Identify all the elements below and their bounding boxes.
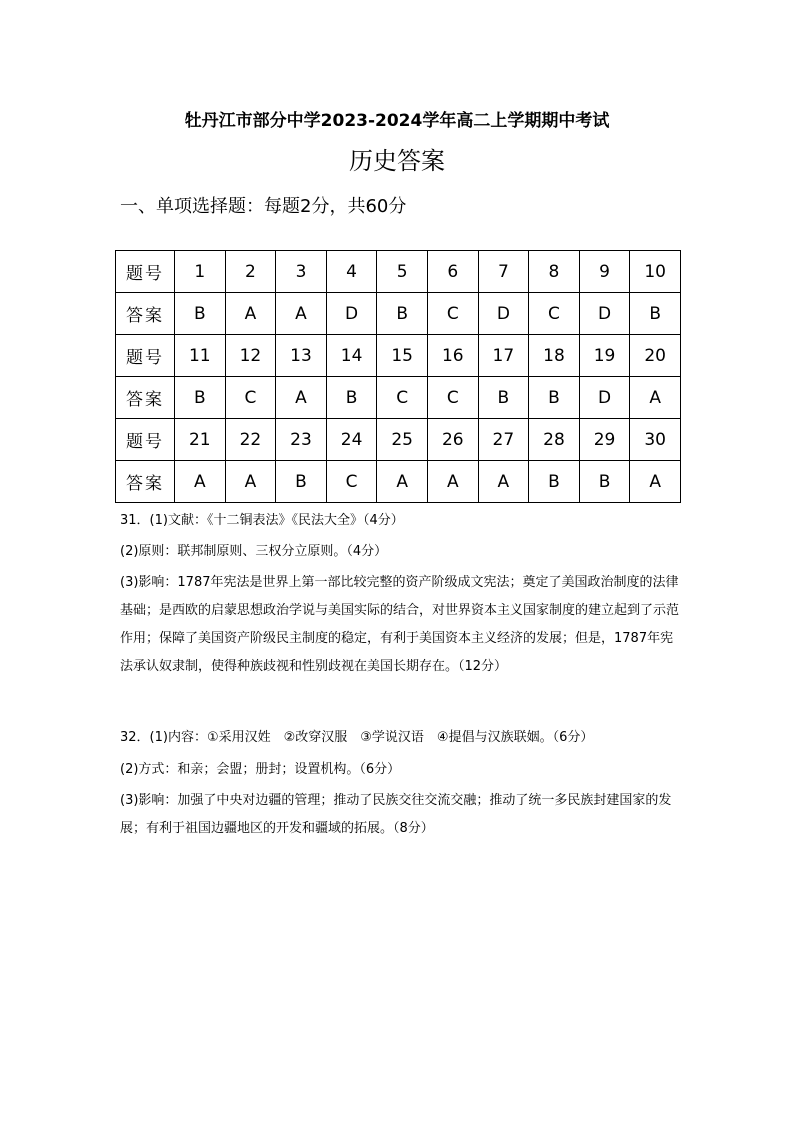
table-cell: A — [630, 377, 681, 419]
table-cell: A — [478, 461, 529, 503]
table-cell: D — [326, 293, 377, 335]
table-cell: B — [326, 377, 377, 419]
table-cell: B — [478, 377, 529, 419]
exam-subtitle: 历史答案 — [349, 147, 445, 175]
table-cell: 13 — [276, 335, 327, 377]
table-cell: B — [175, 377, 226, 419]
row-label: 答案 — [116, 377, 175, 419]
table-cell: A — [175, 461, 226, 503]
q31-part2: (2)原则：联邦制原则、三权分立原则。（4分） — [120, 544, 388, 559]
row-label: 答案 — [116, 461, 175, 503]
table-cell: 22 — [225, 419, 276, 461]
table-cell: B — [377, 293, 428, 335]
table-cell: 29 — [579, 419, 630, 461]
row-label: 题号 — [116, 419, 175, 461]
table-cell: 25 — [377, 419, 428, 461]
answer-table — [115, 250, 681, 503]
table-cell: B — [529, 377, 580, 419]
table-cell: 23 — [276, 419, 327, 461]
table-cell: 28 — [529, 419, 580, 461]
table-cell: 3 — [276, 251, 327, 293]
row-label: 答案 — [116, 293, 175, 335]
table-row — [116, 293, 681, 335]
table-cell: A — [276, 293, 327, 335]
table-cell: D — [478, 293, 529, 335]
table-cell: B — [175, 293, 226, 335]
table-cell: 16 — [427, 335, 478, 377]
table-cell: 9 — [579, 251, 630, 293]
table-cell: 21 — [175, 419, 226, 461]
table-cell: C — [529, 293, 580, 335]
table-cell: A — [225, 293, 276, 335]
table-cell: C — [427, 293, 478, 335]
table-cell: 4 — [326, 251, 377, 293]
q31-part3: (3)影响：1787年宪法是世界上第一部比较完整的资产阶级成文宪法；奠定了美国政治制度的法律基础；是西欧的启蒙思想政治学说与美国实际的结合，对世界资本主义国家制度的建立起到了示范作用；保障了美国资产阶级民主制度的稳定，有利于美国资本主义经济的发展；但是，1787年宪法承认奴隶制，使得种族歧视和性别歧视在美国长期存在。（12分） — [120, 575, 680, 674]
table-cell: C — [225, 377, 276, 419]
table-cell: 14 — [326, 335, 377, 377]
row-label: 题号 — [116, 251, 175, 293]
table-cell: 6 — [427, 251, 478, 293]
table-row — [116, 461, 681, 503]
table-cell: 5 — [377, 251, 428, 293]
table-cell: A — [630, 461, 681, 503]
table-cell: 26 — [427, 419, 478, 461]
table-cell: 19 — [579, 335, 630, 377]
table-cell: 8 — [529, 251, 580, 293]
table-cell: A — [427, 461, 478, 503]
table-cell: A — [377, 461, 428, 503]
table-cell: 10 — [630, 251, 681, 293]
table-cell: 2 — [225, 251, 276, 293]
section-heading: 一、单项选择题：每题2分，共60分 — [120, 196, 407, 217]
table-row — [116, 251, 681, 293]
q31-part1: 31．(1)文献：《十二铜表法》《民法大全》（4分） — [120, 513, 404, 528]
table-cell: 18 — [529, 335, 580, 377]
table-cell: D — [579, 293, 630, 335]
table-cell: 7 — [478, 251, 529, 293]
table-cell: D — [579, 377, 630, 419]
table-cell: C — [377, 377, 428, 419]
table-cell: B — [579, 461, 630, 503]
table-row — [116, 419, 681, 461]
q32-part2: (2)方式：和亲；会盟；册封；设置机构。（6分） — [120, 762, 401, 777]
table-cell: 12 — [225, 335, 276, 377]
table-cell: C — [427, 377, 478, 419]
row-label: 题号 — [116, 335, 175, 377]
table-row — [116, 377, 681, 419]
q32-part3: (3)影响：加强了中央对边疆的管理；推动了民族交往交流交融；推动了统一多民族封建国家的发展；有利于祖国边疆地区的开发和疆域的拓展。（8分） — [120, 793, 672, 836]
table-cell: 1 — [175, 251, 226, 293]
table-cell: 30 — [630, 419, 681, 461]
table-cell: B — [276, 461, 327, 503]
table-cell: A — [225, 461, 276, 503]
table-cell: 11 — [175, 335, 226, 377]
table-cell: 24 — [326, 419, 377, 461]
table-cell: 27 — [478, 419, 529, 461]
table-row — [116, 335, 681, 377]
q32-part1: 32．(1)内容：①采用汉姓 ②改穿汉服 ③学说汉语 ④提倡与汉族联姻。（6分） — [120, 730, 594, 745]
table-cell: B — [630, 293, 681, 335]
table-cell: B — [529, 461, 580, 503]
exam-title: 牡丹江市部分中学2023-2024学年高二上学期期中考试 — [184, 111, 610, 131]
table-cell: 20 — [630, 335, 681, 377]
table-cell: A — [276, 377, 327, 419]
table-cell: 15 — [377, 335, 428, 377]
table-cell: C — [326, 461, 377, 503]
table-cell: 17 — [478, 335, 529, 377]
